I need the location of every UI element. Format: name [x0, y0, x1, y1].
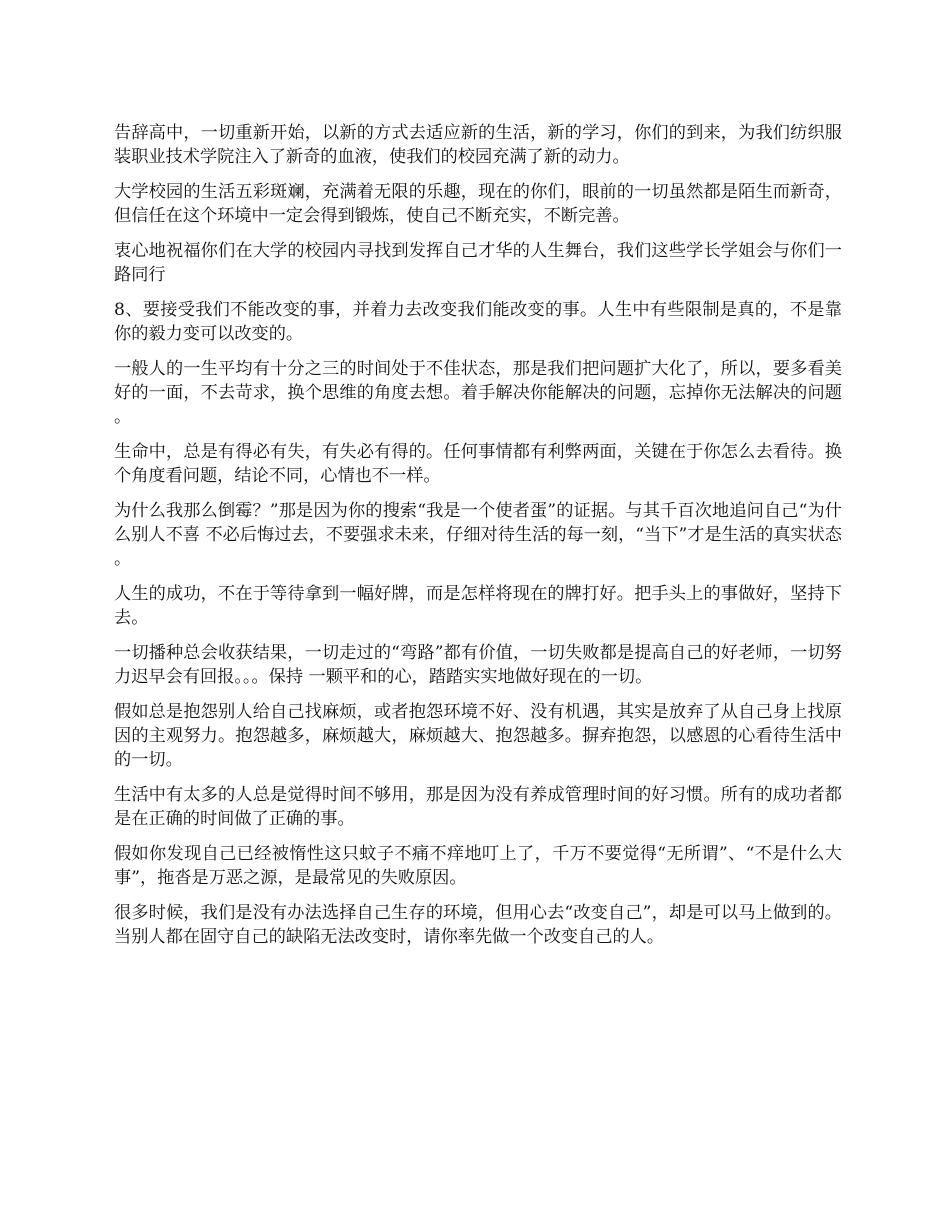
paragraph-5: 一般人的一生平均有十分之三的时间处于不佳状态，那是我们把问题扩大化了，所以，要多看美好的一面，不去苛求，换个思维的角度去想。着手解决你能解决的问题，忘掉你无法解决的问题。	[114, 359, 842, 427]
paragraph-11: 生活中有太多的人总是觉得时间不够用，那是因为没有养成管理时间的好习惯。所有的成功者都是在正确的时间做了正确的事。	[114, 785, 842, 829]
paragraph-1: 告辞高中，一切重新开始，以新的方式去适应新的生活，新的学习，你们的到来，为我们纺织服装职业技术学院注入了新奇的血液，使我们的校园充满了新的动力。	[114, 123, 842, 167]
paragraph-12: 假如你发现自己已经被惰性这只蚊子不痛不痒地叮上了，千万不要觉得“无所谓”、“不是什么大事”，拖沓是万恶之源，是最常见的失败原因。	[114, 844, 842, 888]
paragraph-10: 假如总是抱怨别人给自己找麻烦，或者抱怨环境不好、没有机遇，其实是放弃了从自己身上找原因的主观努力。抱怨越多，麻烦越大，麻烦越大、抱怨越多。摒弃抱怨，以感恩的心看待生活中的一切。	[114, 702, 842, 770]
paragraph-13: 很多时候，我们是没有办法选择自己生存的环境，但用心去“改变自己”，却是可以马上做到的。当别人都在固守自己的缺陷无法改变时，请你率先做一个改变自己的人。	[114, 903, 842, 947]
paragraph-8: 人生的成功，不在于等待拿到一幅好牌，而是怎样将现在的牌打好。把手头上的事做好，坚持下去。	[114, 584, 842, 628]
paragraph-4: 8、要接受我们不能改变的事，并着力去改变我们能改变的事。人生中有些限制是真的，不是靠你的毅力变可以改变的。	[114, 300, 842, 344]
paragraph-7: 为什么我那么倒霉？”那是因为你的搜索“我是一个使者蛋”的证据。与其千百次地追问自己“为什么别人不喜 不必后悔过去，不要强求未来，仔细对待生活的每一刻，“当下”才是生活的真实状态。	[114, 501, 842, 569]
paragraph-6: 生命中，总是有得必有失，有失必有得的。任何事情都有利弊两面，关键在于你怎么去看待。换个角度看问题，结论不同，心情也不一样。	[114, 442, 842, 486]
paragraph-2: 大学校园的生活五彩斑斓，充满着无限的乐趣，现在的你们，眼前的一切虽然都是陌生而新奇，但信任在这个环境中一定会得到锻炼，使自己不断充实，不断完善。	[114, 182, 842, 226]
paragraph-3: 衷心地祝福你们在大学的校园内寻找到发挥自己才华的人生舞台，我们这些学长学姐会与你们一路同行	[114, 241, 842, 285]
paragraph-9: 一切播种总会收获结果，一切走过的“弯路”都有价值，一切失败都是提高自己的好老师，一切努力迟早会有回报。。。保持 一颗平和的心，踏踏实实地做好现在的一切。	[114, 643, 842, 687]
document-body	[114, 121, 842, 960]
